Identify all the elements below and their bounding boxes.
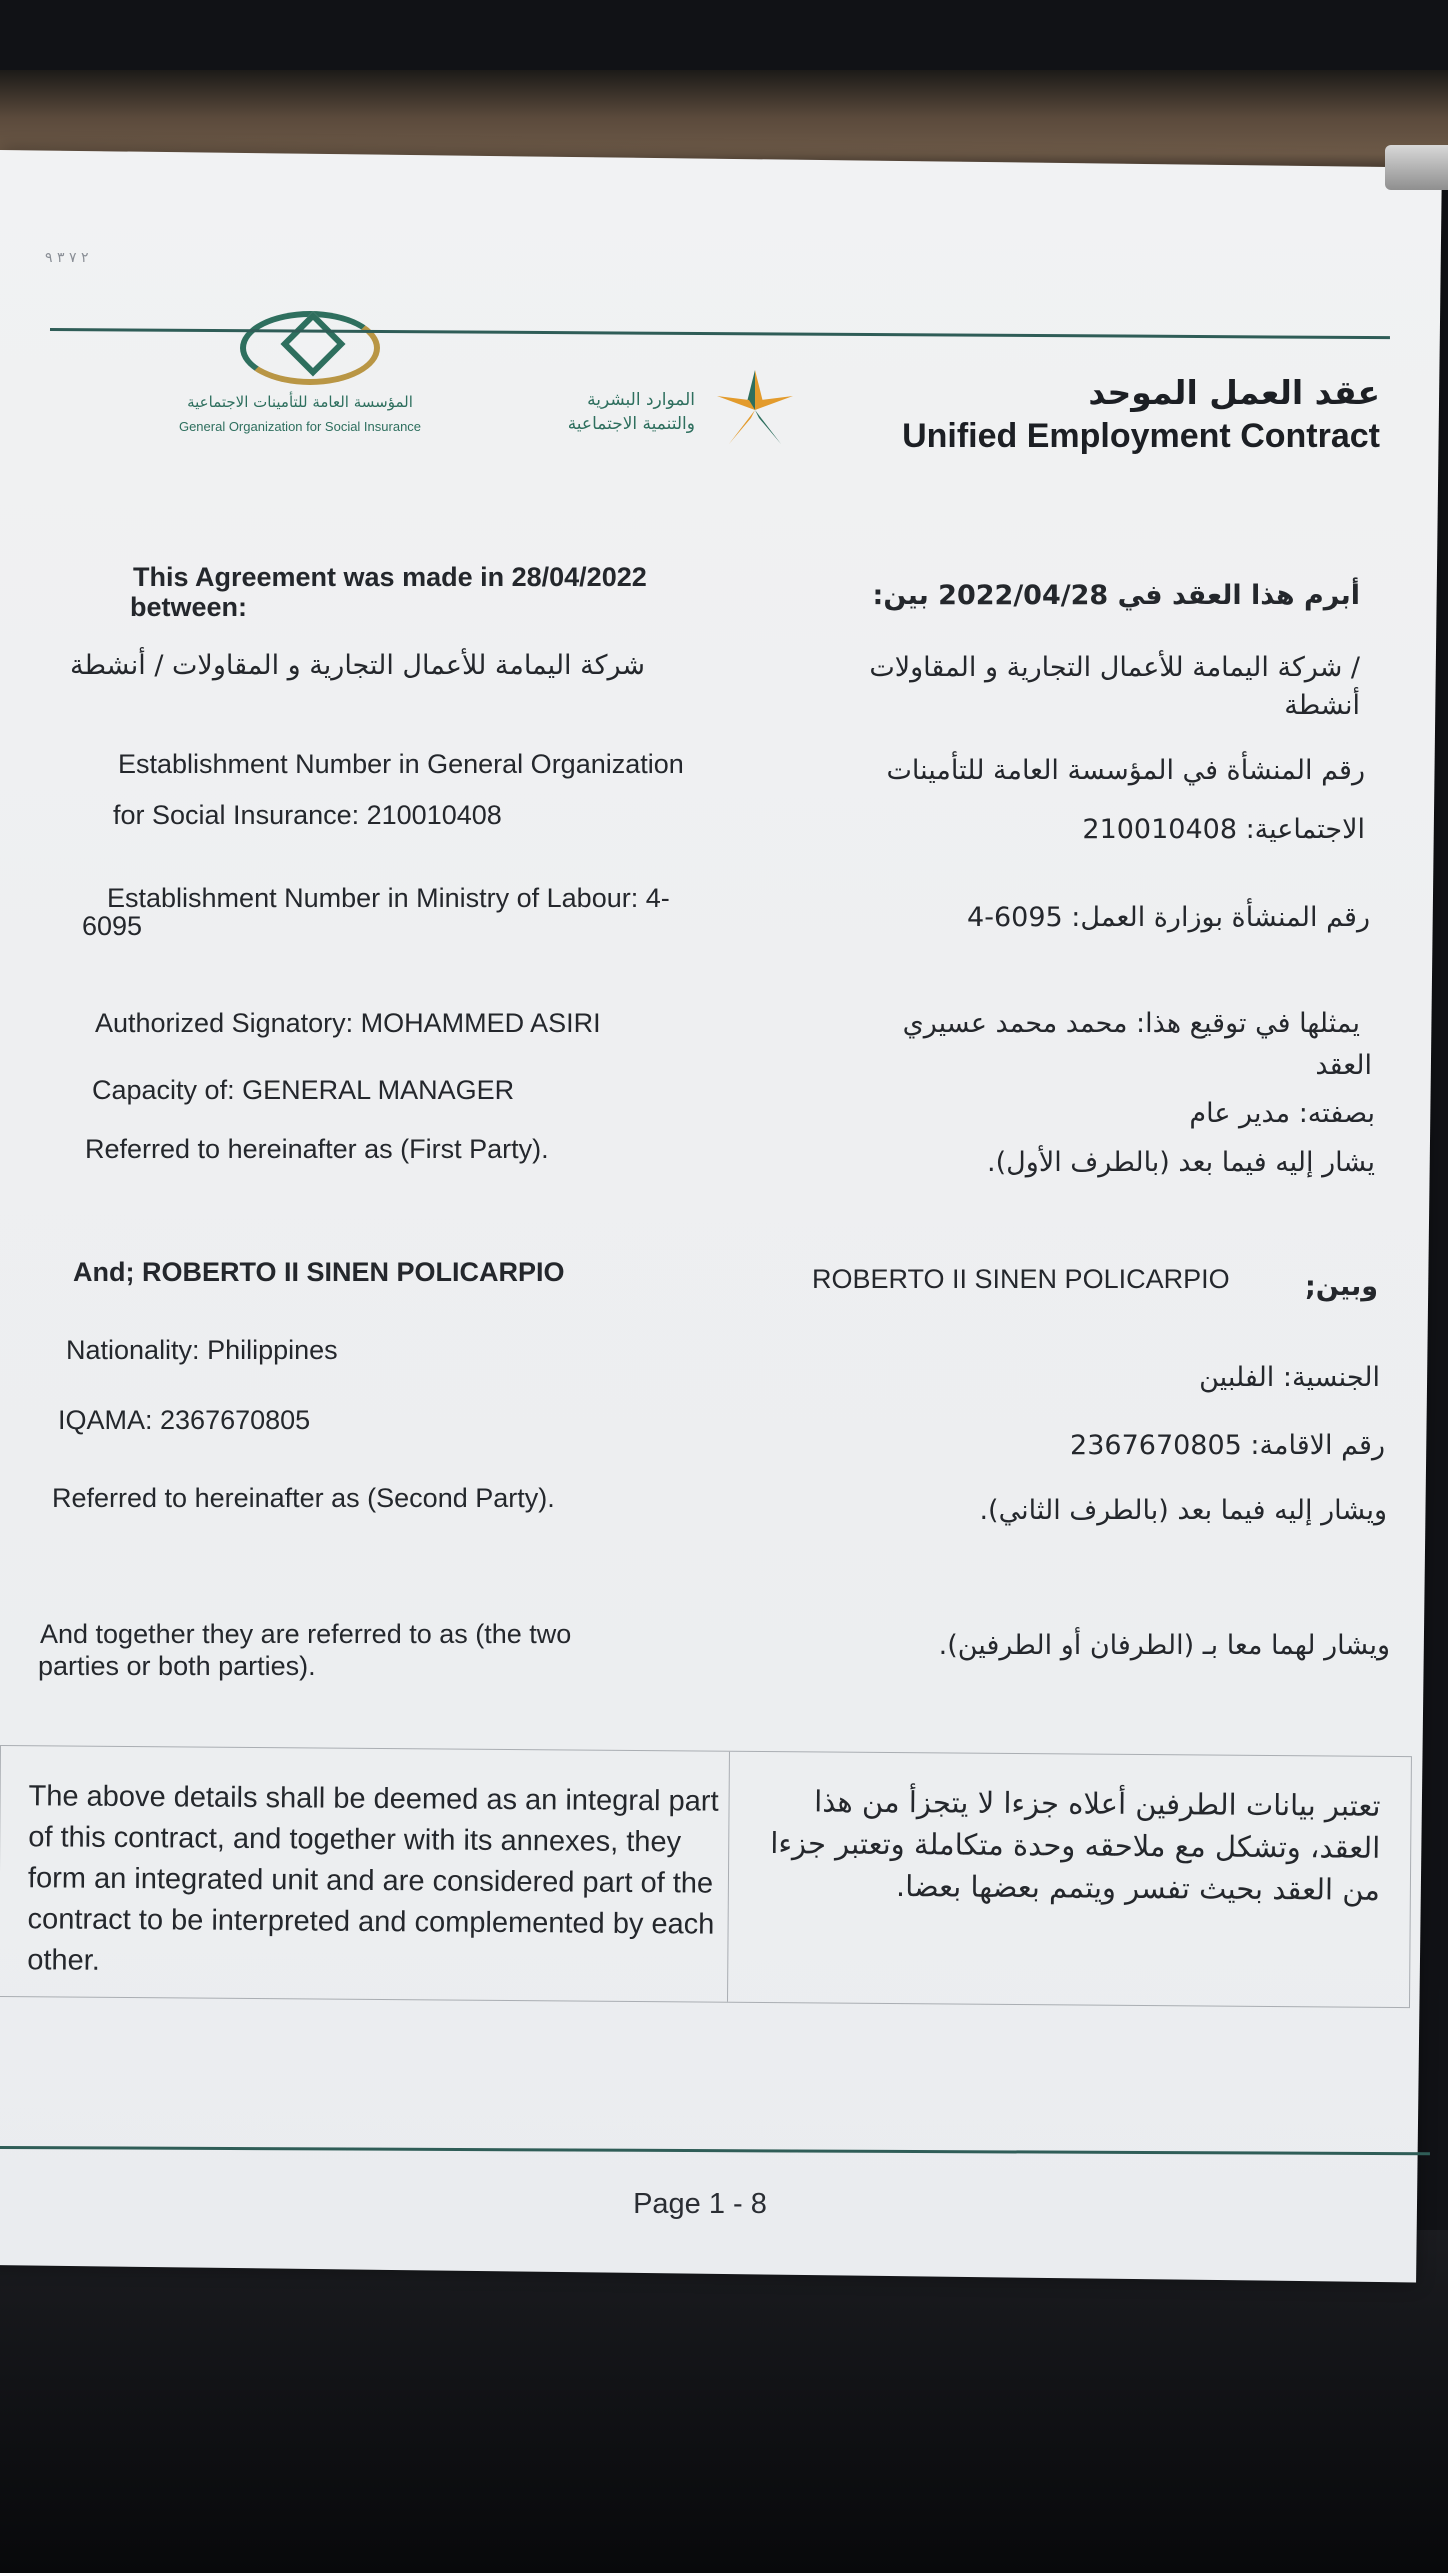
agreement-en-line2: between: bbox=[130, 592, 248, 622]
employee-name-ar-side: ROBERTO II SINEN POLICARPIO bbox=[812, 1264, 1230, 1294]
gosi-number-ar-line2: الاجتماعية: 210010408 bbox=[1082, 814, 1365, 845]
handwritten-mark: ٢ ٧ ٣ ٩ bbox=[45, 250, 89, 266]
together-en-line2: parties or both parties). bbox=[38, 1651, 316, 1681]
together-ar: ويشار لهما معا بـ (الطرفان أو الطرفين). bbox=[938, 1630, 1390, 1661]
integral-clause-ar: تعتبر بيانات الطرفين أعلاه جزءا لا يتجزأ من هذا العقد، وتشكل مع ملاحقه وحدة متكاملة وتعتبر جزءا من العقد بحيث تفسر ويتمم بعضها بعضا. bbox=[770, 1784, 1381, 1907]
contract-title-en: Unified Employment Contract bbox=[902, 417, 1380, 455]
table-column-divider bbox=[727, 1752, 730, 2002]
second-party-ar: ويشار إليه فيما بعد (بالطرف الثاني). bbox=[979, 1495, 1387, 1526]
labour-number-en-line2: 6095 bbox=[82, 911, 143, 941]
page-number: Page 1 - 8 bbox=[633, 2188, 767, 2220]
labour-number-en-line1: Establishment Number in Ministry of Labour: 4- bbox=[107, 883, 670, 913]
second-party-en: Referred to hereinafter as (Second Party). bbox=[52, 1483, 555, 1513]
agreement-en-line1: This Agreement was made in 28/04/2022 bbox=[133, 562, 647, 592]
nationality-ar: الجنسية: الفلبين bbox=[1199, 1362, 1380, 1393]
hrsd-star-icon bbox=[700, 365, 810, 455]
gosi-number-ar-line1: رقم المنشأة في المؤسسة العامة للتأمينات bbox=[886, 755, 1365, 786]
capacity-ar: بصفته: مدير عام bbox=[1189, 1098, 1375, 1129]
signatory-ar-line1: يمثلها في توقيع هذا: محمد محمد عسيري bbox=[902, 1008, 1360, 1039]
gosi-number-en-line1: Establishment Number in General Organization bbox=[118, 749, 684, 779]
dark-background bbox=[0, 2230, 1448, 2573]
labour-number-ar: رقم المنشأة بوزارة العمل: 6095-4 bbox=[967, 902, 1370, 933]
company-name-ar-line1: / شركة اليمامة للأعمال التجارية و المقاولات bbox=[869, 652, 1360, 683]
capacity-en: Capacity of: GENERAL MANAGER bbox=[92, 1075, 515, 1105]
first-party-en: Referred to hereinafter as (First Party). bbox=[85, 1134, 549, 1164]
nationality-en: Nationality: Philippines bbox=[66, 1335, 338, 1365]
integral-clause-en: The above details shall be deemed as an integral part of this contract, and together with its annexes, they form an integrated unit and are considered part of the contract to be interpreted and complemented by each other. bbox=[27, 1780, 719, 1977]
together-en-line1: And together they are referred to as (the two bbox=[40, 1619, 572, 1649]
integral-clause-table bbox=[0, 1745, 1412, 2008]
signatory-en: Authorized Signatory: MOHAMMED ASIRI bbox=[95, 1008, 601, 1038]
hrsd-logo bbox=[505, 365, 815, 475]
hrsd-name-line1: الموارد البشرية bbox=[587, 390, 695, 410]
gosi-number-en-line2: for Social Insurance: 210010408 bbox=[113, 800, 502, 830]
company-name-ar-line2: أنشطة bbox=[1284, 690, 1360, 721]
first-party-ar: يشار إليه فيما بعد (بالطرف الأول). bbox=[987, 1147, 1375, 1178]
binder-clip bbox=[1385, 145, 1448, 190]
employee-name-en: And; ROBERTO II SINEN POLICARPIO bbox=[73, 1257, 565, 1287]
employee-label-ar: وبين; bbox=[1304, 1271, 1378, 1302]
gosi-name-en: General Organization for Social Insurance bbox=[178, 419, 422, 434]
signatory-ar-line2: العقد bbox=[1315, 1050, 1372, 1081]
company-name-left: شركة اليمامة للأعمال التجارية و المقاولات / أنشطة bbox=[70, 650, 645, 681]
iqama-en: IQAMA: 2367670805 bbox=[58, 1405, 311, 1435]
hrsd-name-line2: والتنمية الاجتماعية bbox=[567, 414, 695, 434]
contract-title-ar: عقد العمل الموحد bbox=[1088, 373, 1380, 412]
iqama-ar: رقم الاقامة: 2367670805 bbox=[1070, 1430, 1385, 1461]
gosi-name-ar: المؤسسة العامة للتأمينات الاجتماعية bbox=[187, 393, 413, 411]
gosi-logo bbox=[140, 305, 460, 445]
agreement-ar: أبرم هذا العقد في 2022/04/28 بين: bbox=[872, 580, 1360, 611]
